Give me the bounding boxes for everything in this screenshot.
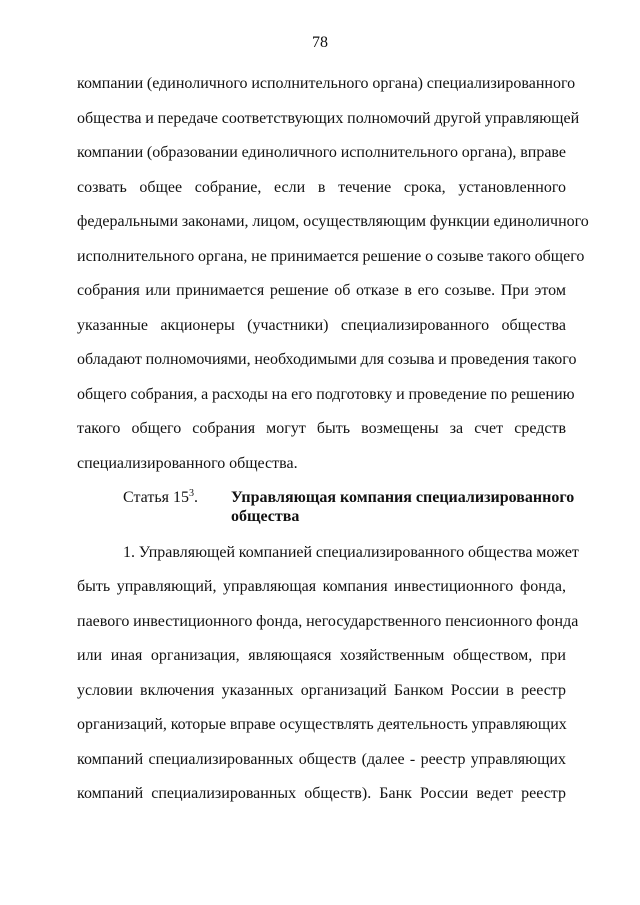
text-line: специализированного общества. — [77, 455, 298, 472]
article-label-suffix: . — [193, 489, 198, 506]
text-line: организаций, которые вправе осуществлять деятельность управляющих — [77, 716, 567, 733]
text-line: исполнительного органа, не принимается решение о созыве такого общего — [77, 248, 585, 265]
text-line: или иная организация, являющаяся хозяйственным обществом, при — [77, 647, 566, 664]
text-line: собрания или принимается решение об отказе в его созыве. При этом — [77, 282, 566, 299]
article-title-line: Управляющая компания специализированного — [231, 489, 575, 506]
text-line: общества и передаче соответствующих полномочий другой управляющей — [77, 110, 580, 127]
text-line: условии включения указанных организаций Банком России в реестр — [77, 682, 566, 699]
text-line: быть управляющий, управляющая компания инвестиционного фонда, — [77, 578, 566, 595]
page-number: 78 — [312, 34, 328, 51]
text-line: указанные акционеры (участники) специализированного общества — [77, 317, 566, 334]
article-label-prefix: Статья 15 — [123, 489, 189, 506]
text-line: компании (образовании единоличного исполнительного органа), вправе — [77, 144, 566, 161]
text-line: паевого инвестиционного фонда, негосударственного пенсионного фонда — [77, 613, 579, 630]
text-line: такого общего собрания могут быть возмещены за счет средств — [77, 420, 566, 437]
text-line: компаний специализированных обществ). Банк России ведет реестр — [77, 785, 566, 802]
text-line: федеральными законами, лицом, осуществляющим функции единоличного — [77, 213, 589, 230]
text-line: компании (единоличного исполнительного органа) специализированного — [77, 75, 576, 92]
article-label — [123, 488, 198, 508]
text-line: общего собрания, а расходы на его подготовку и проведение по решению — [77, 386, 575, 403]
text-line: созвать общее собрание, если в течение срока, установленного — [77, 179, 566, 196]
article-label-superscript: 3 — [188, 488, 194, 499]
article-title-line: общества — [231, 508, 300, 525]
text-line: компаний специализированных обществ (далее - реестр управляющих — [77, 751, 566, 768]
text-line: обладают полномочиями, необходимыми для созыва и проведения такого — [77, 351, 577, 368]
text-line: 1. Управляющей компанией специализированного общества может — [123, 544, 579, 561]
